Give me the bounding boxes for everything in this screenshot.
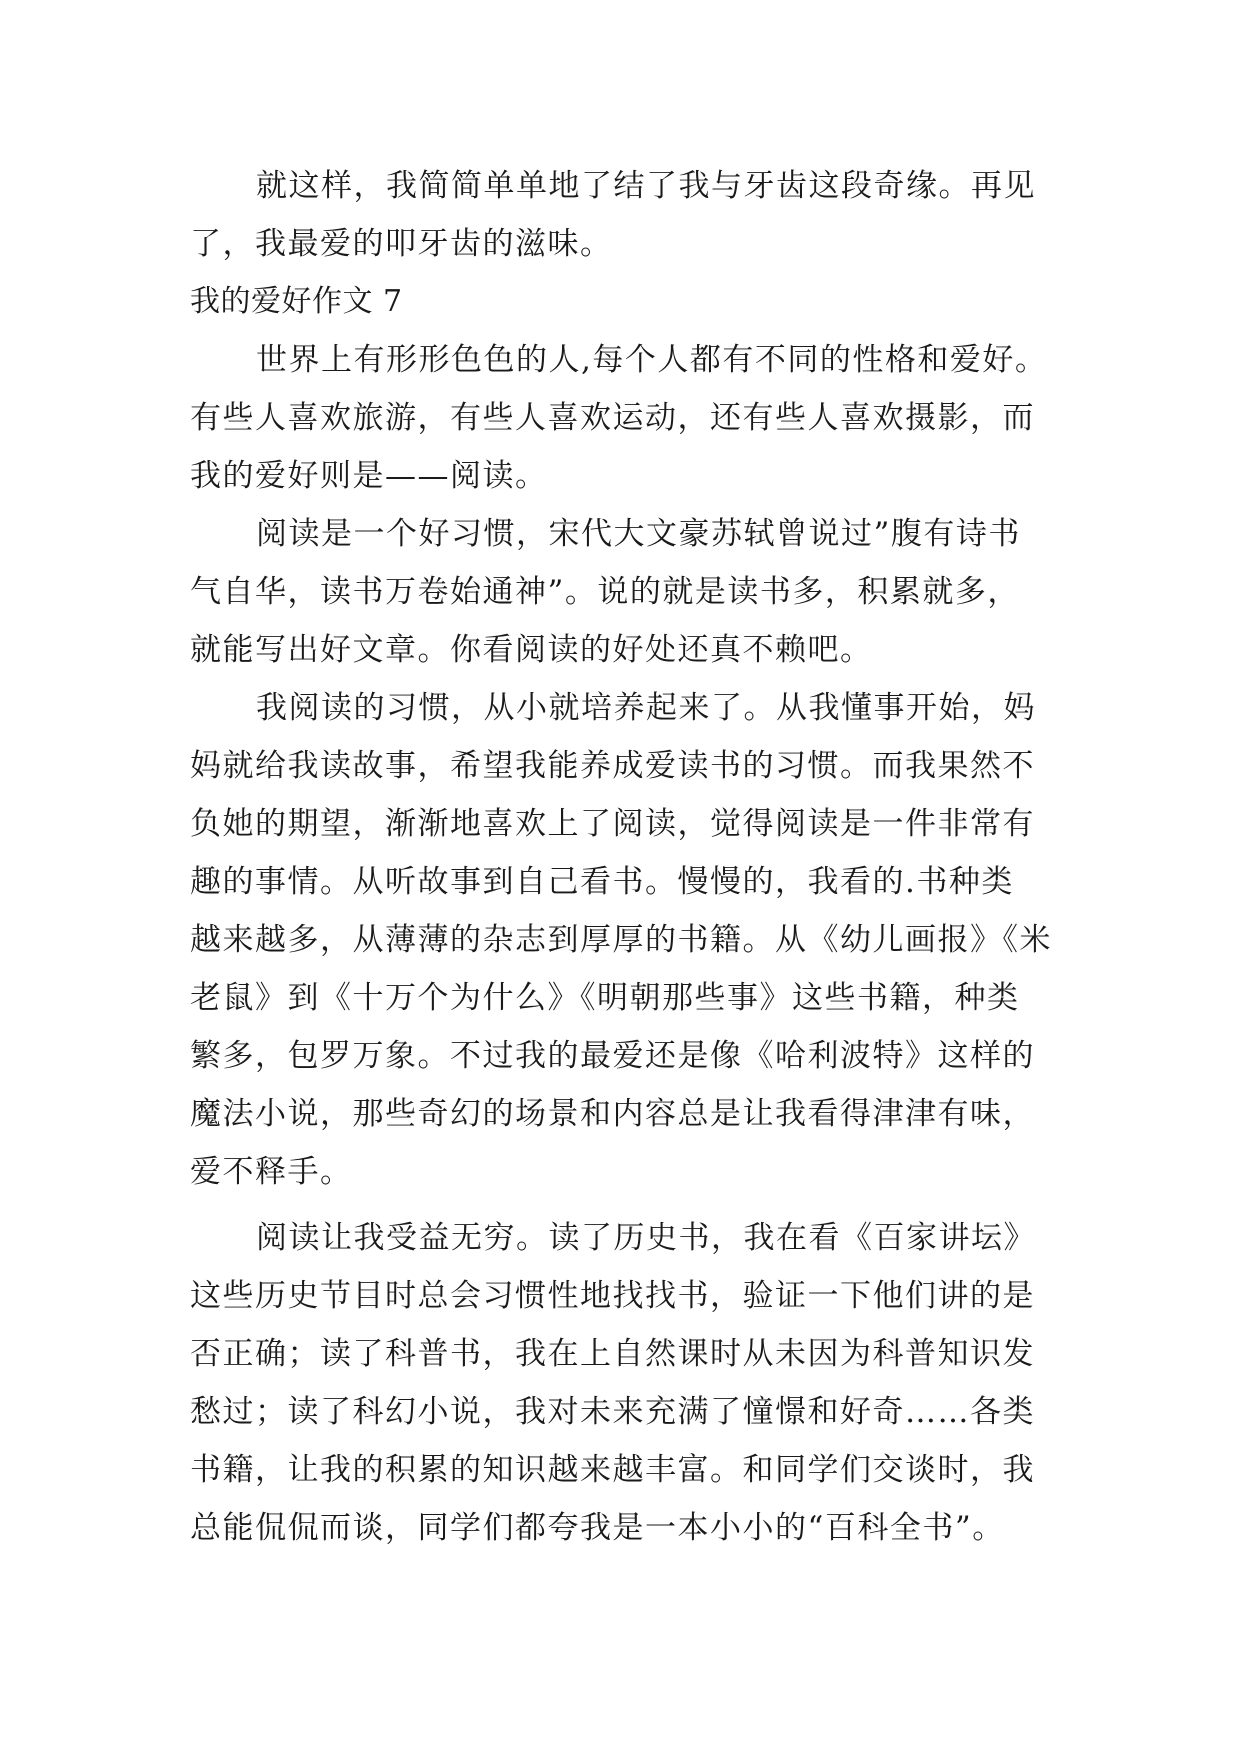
paragraph-4-line-2: 妈就给我读故事，希望我能养成爱读书的习惯。而我果然不 [190,748,1035,784]
paragraph-5-line-6: 总能侃侃而谈，同学们都夸我是一本小小的“百科全书”。 [190,1510,1005,1546]
paragraph-5-line-4: 愁过；读了科幻小说，我对未来充满了憧憬和好奇……各类 [190,1394,1035,1430]
paragraph-4-line-6: 老鼠》到《十万个为什么》《明朝那些事》这些书籍，种类 [190,980,1020,1016]
paragraph-4-line-5: 越来越多，从薄薄的杂志到厚厚的书籍。从《幼儿画报》《米 [190,922,1052,958]
paragraph-3-line-3: 就能写出好文章。你看阅读的好处还真不赖吧。 [190,632,873,668]
paragraph-1-line-2: 了，我最爱的叩牙齿的滋味。 [190,226,613,262]
paragraph-4-line-4: 趣的事情。从听故事到自己看书。慢慢的，我看的.书种类 [190,864,1014,900]
paragraph-4-line-1: 我阅读的习惯，从小就培养起来了。从我懂事开始，妈 [256,690,1036,726]
paragraph-3-line-1: 阅读是一个好习惯，宋代大文豪苏轼曾说过”腹有诗书 [256,516,1021,552]
paragraph-4-line-8: 魔法小说，那些奇幻的场景和内容总是让我看得津津有味， [190,1096,1035,1132]
paragraph-5-line-5: 书籍，让我的积累的知识越来越丰富。和同学们交谈时，我 [190,1452,1035,1488]
paragraph-4-line-9: 爱不释手。 [190,1154,353,1190]
paragraph-3-line-2: 气自华，读书万卷始通神”。说的就是读书多，积累就多， [190,574,1020,610]
paragraph-2-line-1: 世界上有形形色色的人,每个人都有不同的性格和爱好。 [256,342,1048,378]
section-heading: 我的爱好作文 7 [190,284,403,319]
paragraph-4-line-3: 负她的期望，渐渐地喜欢上了阅读，觉得阅读是一件非常有 [190,806,1035,842]
paragraph-4-line-7: 繁多，包罗万象。不过我的最爱还是像《哈利波特》这样的 [190,1038,1035,1074]
paragraph-2-line-3: 我的爱好则是——阅读。 [190,458,548,494]
paragraph-5-line-3: 否正确；读了科普书，我在上自然课时从未因为科普知识发 [190,1336,1035,1372]
paragraph-2-line-2: 有些人喜欢旅游，有些人喜欢运动，还有些人喜欢摄影，而 [190,400,1035,436]
paragraph-1-line-1: 就这样，我简简单单地了结了我与牙齿这段奇缘。再见 [256,168,1036,204]
paragraph-5-line-1: 阅读让我受益无穷。读了历史书，我在看《百家讲坛》 [256,1220,1036,1256]
paragraph-5-line-2: 这些历史节目时总会习惯性地找找书，验证一下他们讲的是 [190,1278,1035,1314]
